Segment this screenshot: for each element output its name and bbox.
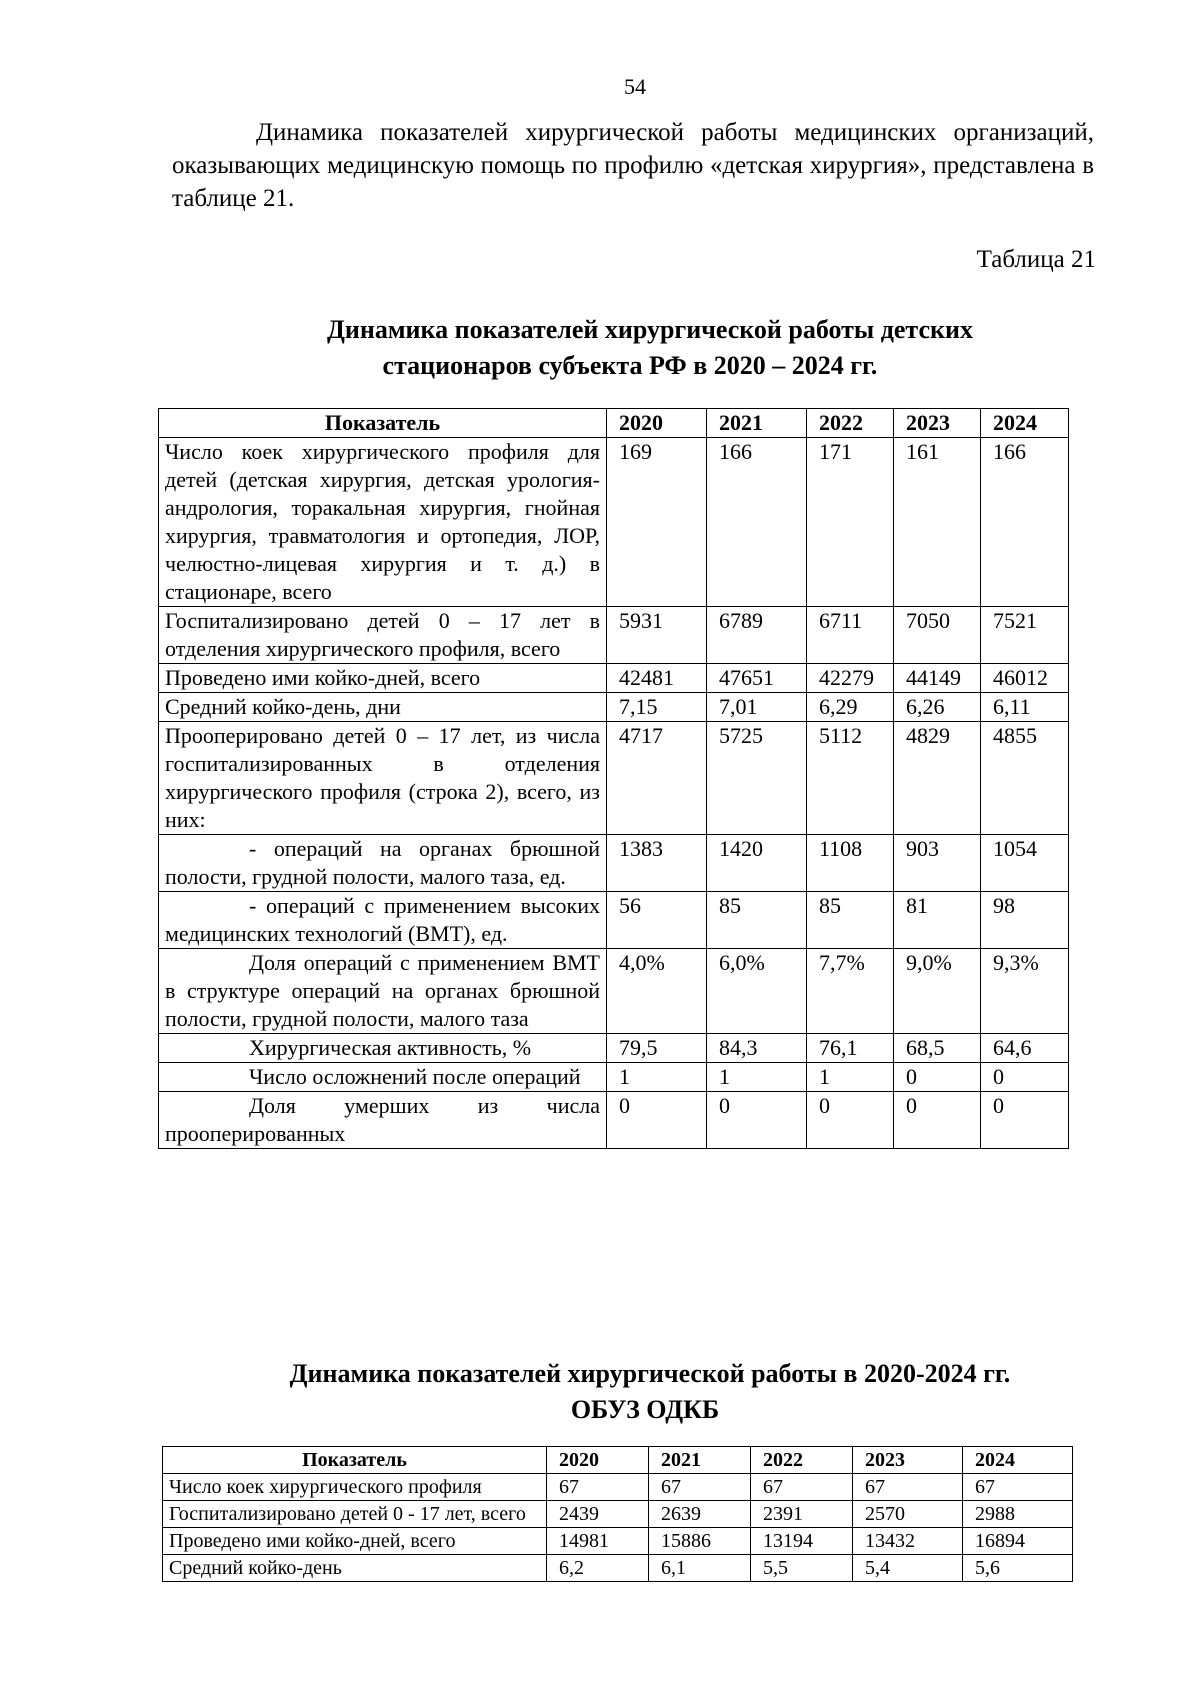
row-label: Число коек хирургического профиля для детей (детская хирургия, детская урология-андрология, торакальная хирургия, гнойная хирургия, травматология и ортопедия, ЛОР, челюстно-лицевая хирургия и т. д.) в стационаре, всего xyxy=(159,438,607,607)
cell-value: 166 xyxy=(981,438,1069,607)
table2-title-line2: ОБУЗ ОДКБ xyxy=(570,1395,720,1424)
cell-value: 13194 xyxy=(751,1528,853,1555)
cell-value: 4717 xyxy=(607,722,707,835)
row-label: Проведено ими койко-дней, всего xyxy=(159,664,607,693)
table2-header-2020: 2020 xyxy=(547,1447,649,1474)
cell-value: 1420 xyxy=(707,835,807,892)
table1-header-indicator: Показатель xyxy=(159,409,607,438)
table-row xyxy=(159,1034,1069,1063)
table-row xyxy=(159,438,1069,607)
table1-title xyxy=(0,312,1200,384)
page-number: 54 xyxy=(624,74,646,99)
cell-value: 0 xyxy=(894,1092,981,1149)
table-row xyxy=(159,1092,1069,1149)
cell-value: 2439 xyxy=(547,1501,649,1528)
table1-header-2021: 2021 xyxy=(707,409,807,438)
cell-value: 1 xyxy=(707,1063,807,1092)
table-row xyxy=(163,1528,1073,1555)
table-row xyxy=(159,607,1069,664)
cell-value: 5112 xyxy=(807,722,894,835)
cell-value: 2570 xyxy=(853,1501,963,1528)
row-label: Доля операций с применением ВМТ в структуре операций на органах брюшной полости, грудной полости, малого таза xyxy=(159,949,607,1034)
cell-value: 6,26 xyxy=(894,693,981,722)
cell-value: 85 xyxy=(707,892,807,949)
cell-value: 2391 xyxy=(751,1501,853,1528)
cell-value: 64,6 xyxy=(981,1034,1069,1063)
table-row xyxy=(159,835,1069,892)
row-label: Средний койко-день xyxy=(163,1555,547,1582)
table2-header-2023: 2023 xyxy=(853,1447,963,1474)
table-row xyxy=(159,693,1069,722)
cell-value: 6,1 xyxy=(649,1555,751,1582)
cell-value: 15886 xyxy=(649,1528,751,1555)
cell-value: 79,5 xyxy=(607,1034,707,1063)
cell-value: 81 xyxy=(894,892,981,949)
cell-value: 7521 xyxy=(981,607,1069,664)
cell-value: 903 xyxy=(894,835,981,892)
cell-value: 4855 xyxy=(981,722,1069,835)
cell-value: 7,01 xyxy=(707,693,807,722)
table-row xyxy=(163,1555,1073,1582)
cell-value: 14981 xyxy=(547,1528,649,1555)
table1-title-line2: стационаров субъекта РФ в 2020 – 2024 гг. xyxy=(382,351,878,380)
cell-value: 4829 xyxy=(894,722,981,835)
cell-value: 4,0% xyxy=(607,949,707,1034)
cell-value: 1054 xyxy=(981,835,1069,892)
row-label: Прооперировано детей 0 – 17 лет, из числа госпитализированных в отделения хирургического профиля (строка 2), всего, из них: xyxy=(159,722,607,835)
cell-value: 5931 xyxy=(607,607,707,664)
cell-value: 5,6 xyxy=(963,1555,1073,1582)
row-label: - операций с применением высоких медицинских технологий (ВМТ), ед. xyxy=(159,892,607,949)
cell-value: 7,15 xyxy=(607,693,707,722)
cell-value: 98 xyxy=(981,892,1069,949)
row-label: Госпитализировано детей 0 - 17 лет, всего xyxy=(163,1501,547,1528)
table1-header-2022: 2022 xyxy=(807,409,894,438)
cell-value: 9,3% xyxy=(981,949,1069,1034)
cell-value: 67 xyxy=(751,1474,853,1501)
cell-value: 68,5 xyxy=(894,1034,981,1063)
cell-value: 0 xyxy=(607,1092,707,1149)
cell-value: 0 xyxy=(707,1092,807,1149)
cell-value: 0 xyxy=(807,1092,894,1149)
cell-value: 1383 xyxy=(607,835,707,892)
cell-value: 67 xyxy=(547,1474,649,1501)
cell-value: 9,0% xyxy=(894,949,981,1034)
table1-header-2024: 2024 xyxy=(981,409,1069,438)
cell-value: 7050 xyxy=(894,607,981,664)
cell-value: 6,11 xyxy=(981,693,1069,722)
table1 xyxy=(158,408,1069,1149)
table1-header-row xyxy=(159,409,1069,438)
cell-value: 1108 xyxy=(807,835,894,892)
table1-title-line1: Динамика показателей хирургической работы детских xyxy=(326,315,974,344)
cell-value: 46012 xyxy=(981,664,1069,693)
table1-header-2023: 2023 xyxy=(894,409,981,438)
table1-header-2020: 2020 xyxy=(607,409,707,438)
cell-value: 6,0% xyxy=(707,949,807,1034)
table-row xyxy=(163,1501,1073,1528)
cell-value: 16894 xyxy=(963,1528,1073,1555)
table2-header-2021: 2021 xyxy=(649,1447,751,1474)
cell-value: 76,1 xyxy=(807,1034,894,1063)
cell-value: 5,4 xyxy=(853,1555,963,1582)
row-label: Число коек хирургического профиля xyxy=(163,1474,547,1501)
cell-value: 44149 xyxy=(894,664,981,693)
cell-value: 171 xyxy=(807,438,894,607)
cell-value: 6711 xyxy=(807,607,894,664)
table2-header-2024: 2024 xyxy=(963,1447,1073,1474)
table-row xyxy=(159,892,1069,949)
cell-value: 7,7% xyxy=(807,949,894,1034)
table-label: Таблица 21 xyxy=(976,246,1096,273)
cell-value: 56 xyxy=(607,892,707,949)
cell-value: 67 xyxy=(649,1474,751,1501)
row-label: Доля умерших из числа прооперированных xyxy=(159,1092,607,1149)
table2-title-line1: Динамика показателей хирургической работы в 2020-2024 гг. xyxy=(289,1359,1011,1388)
table2-title xyxy=(0,1356,1200,1428)
row-label: Госпитализировано детей 0 – 17 лет в отделения хирургического профиля, всего xyxy=(159,607,607,664)
table-row xyxy=(159,722,1069,835)
cell-value: 1 xyxy=(607,1063,707,1092)
cell-value: 169 xyxy=(607,438,707,607)
row-label: - операций на органах брюшной полости, грудной полости, малого таза, ед. xyxy=(159,835,607,892)
cell-value: 5,5 xyxy=(751,1555,853,1582)
cell-value: 67 xyxy=(853,1474,963,1501)
table-row xyxy=(159,949,1069,1034)
cell-value: 6,29 xyxy=(807,693,894,722)
row-label: Хирургическая активность, % xyxy=(159,1034,607,1063)
cell-value: 1 xyxy=(807,1063,894,1092)
cell-value: 42279 xyxy=(807,664,894,693)
intro-paragraph: Динамика показателей хирургической работы медицинских организаций, оказывающих медицинскую помощь по профилю «детская хирургия», представлена в таблице 21. xyxy=(172,119,1094,212)
cell-value: 5725 xyxy=(707,722,807,835)
table-row xyxy=(163,1474,1073,1501)
table-row xyxy=(159,664,1069,693)
cell-value: 6,2 xyxy=(547,1555,649,1582)
table2-header-row xyxy=(163,1447,1073,1474)
table2-header-indicator: Показатель xyxy=(163,1447,547,1474)
cell-value: 84,3 xyxy=(707,1034,807,1063)
table2 xyxy=(162,1446,1073,1582)
cell-value: 166 xyxy=(707,438,807,607)
table2-header-2022: 2022 xyxy=(751,1447,853,1474)
cell-value: 42481 xyxy=(607,664,707,693)
cell-value: 161 xyxy=(894,438,981,607)
row-label: Число осложнений после операций xyxy=(159,1063,607,1092)
row-label: Проведено ими койко-дней, всего xyxy=(163,1528,547,1555)
cell-value: 47651 xyxy=(707,664,807,693)
cell-value: 0 xyxy=(894,1063,981,1092)
cell-value: 0 xyxy=(981,1063,1069,1092)
cell-value: 6789 xyxy=(707,607,807,664)
cell-value: 67 xyxy=(963,1474,1073,1501)
cell-value: 2988 xyxy=(963,1501,1073,1528)
cell-value: 0 xyxy=(981,1092,1069,1149)
cell-value: 2639 xyxy=(649,1501,751,1528)
cell-value: 13432 xyxy=(853,1528,963,1555)
cell-value: 85 xyxy=(807,892,894,949)
table-row xyxy=(159,1063,1069,1092)
row-label: Средний койко-день, дни xyxy=(159,693,607,722)
